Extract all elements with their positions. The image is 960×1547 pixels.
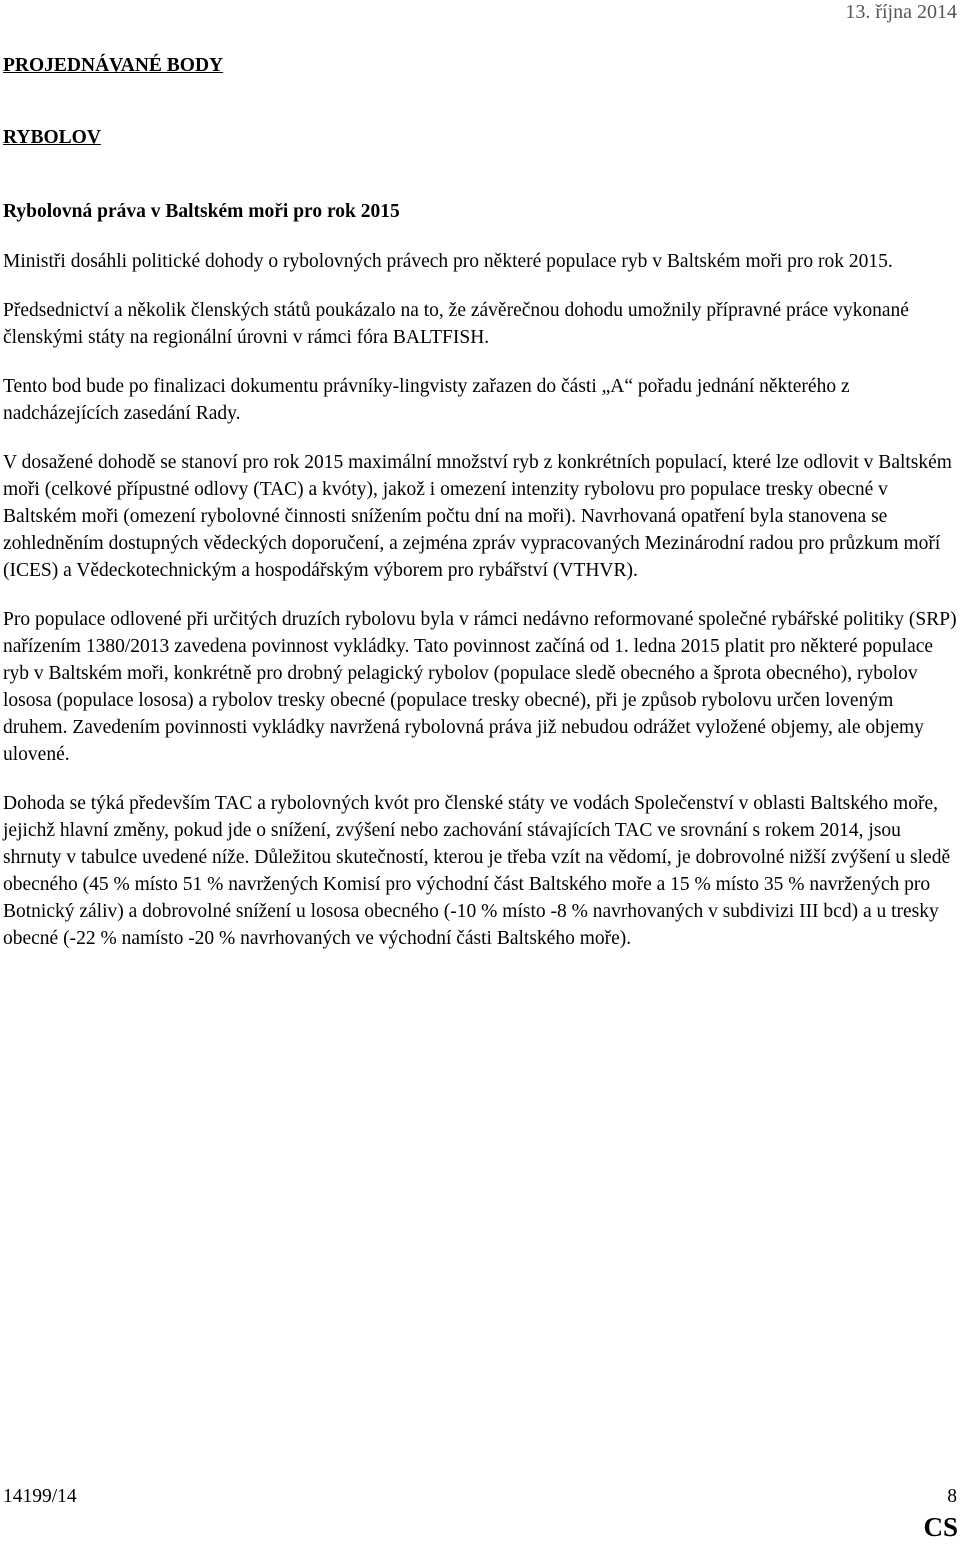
page-number: 8: [947, 1486, 957, 1507]
paragraph: Předsednictví a několik členských států poukázalo na to, že závěrečnou dohodu umožnily přípravné práce vykonané členskými státy na regionální úrovni v rámci fóra BALTFISH.: [3, 300, 909, 348]
paragraph: Pro populace odlovené při určitých druzích rybolovu byla v rámci nedávno reformované společné rybářské politiky (SRP) nařízením 1380/2013 zavedena povinnost vykládky. Tato povinnost začíná od 1. ledna 2015 platit pro některé populace ryb v Baltském moři, konkrétně pro drobný pelagický rybolov (populace sledě obecného a šprota obecného), rybolov lososa (populace lososa) a rybolov tresky obecné (populace tresky obecné), při je způsob rybolovu určen loveným druhem. Zavedením povinnosti vykládky navržená rybolovná práva již nebudou odrážet vyložené objemy, ale objemy ulovené.: [3, 609, 957, 765]
section-title: PROJEDNÁVANÉ BODY: [3, 55, 224, 76]
paragraph: Tento bod bude po finalizaci dokumentu právníky-lingvisty zařazen do části „A“ pořadu jednání některého z nadcházejících zasedání Rady.: [3, 376, 850, 424]
paragraph: V dosažené dohodě se stanoví pro rok 2015 maximální množství ryb z konkrétních populací, které lze odlovit v Baltském moři (celkové přípustné odlovy (TAC) a kvóty), jakož i omezení intenzity rybolovu pro populace tresky obecné v Baltském moři (omezení rybolovné činnosti snížením počtu dní na moři). Navrhovaná opatření byla stanovena se zohledněním dostupných vědeckých doporučení, a zejména zpráv vypracovaných Mezinárodní radou pro průzkum moří (ICES) a Vědeckotechnickým a hospodářským výborem pro rybářství (VTHVR).: [3, 452, 952, 581]
document-date: 13. října 2014: [845, 1, 957, 23]
language-code: CS: [923, 1512, 958, 1542]
document-body: [3, 52, 957, 974]
document-number: 14199/14: [3, 1486, 77, 1507]
item-title: Rybolovná práva v Baltském moři pro rok 2015: [3, 201, 400, 222]
paragraph: Dohoda se týká především TAC a rybolovných kvót pro členské státy ve vodách Společenství v oblasti Baltského moře, jejichž hlavní změny, pokud jde o snížení, zvýšení nebo zachování stávajících TAC ve srovnání s rokem 2014, jsou shrnuty v tabulce uvedené níže. Důležitou skutečností, kterou je třeba vzít na vědomí, je dobrovolné nižší zvýšení u sledě obecného (45 % místo 51 % navržených Komisí pro východní část Baltského moře a 15 % místo 35 % navržených pro Botnický záliv) a dobrovolné snížení u lososa obecného (-10 % místo -8 % navrhovaných v subdivizi III bcd) a u tresky obecné (-22 % namísto -20 % navrhovaných ve východní části Baltského moře).: [3, 793, 951, 949]
topic-title: RYBOLOV: [3, 127, 101, 148]
paragraph: Ministři dosáhli politické dohody o rybolovných právech pro některé populace ryb v Baltském moři pro rok 2015.: [3, 251, 893, 272]
